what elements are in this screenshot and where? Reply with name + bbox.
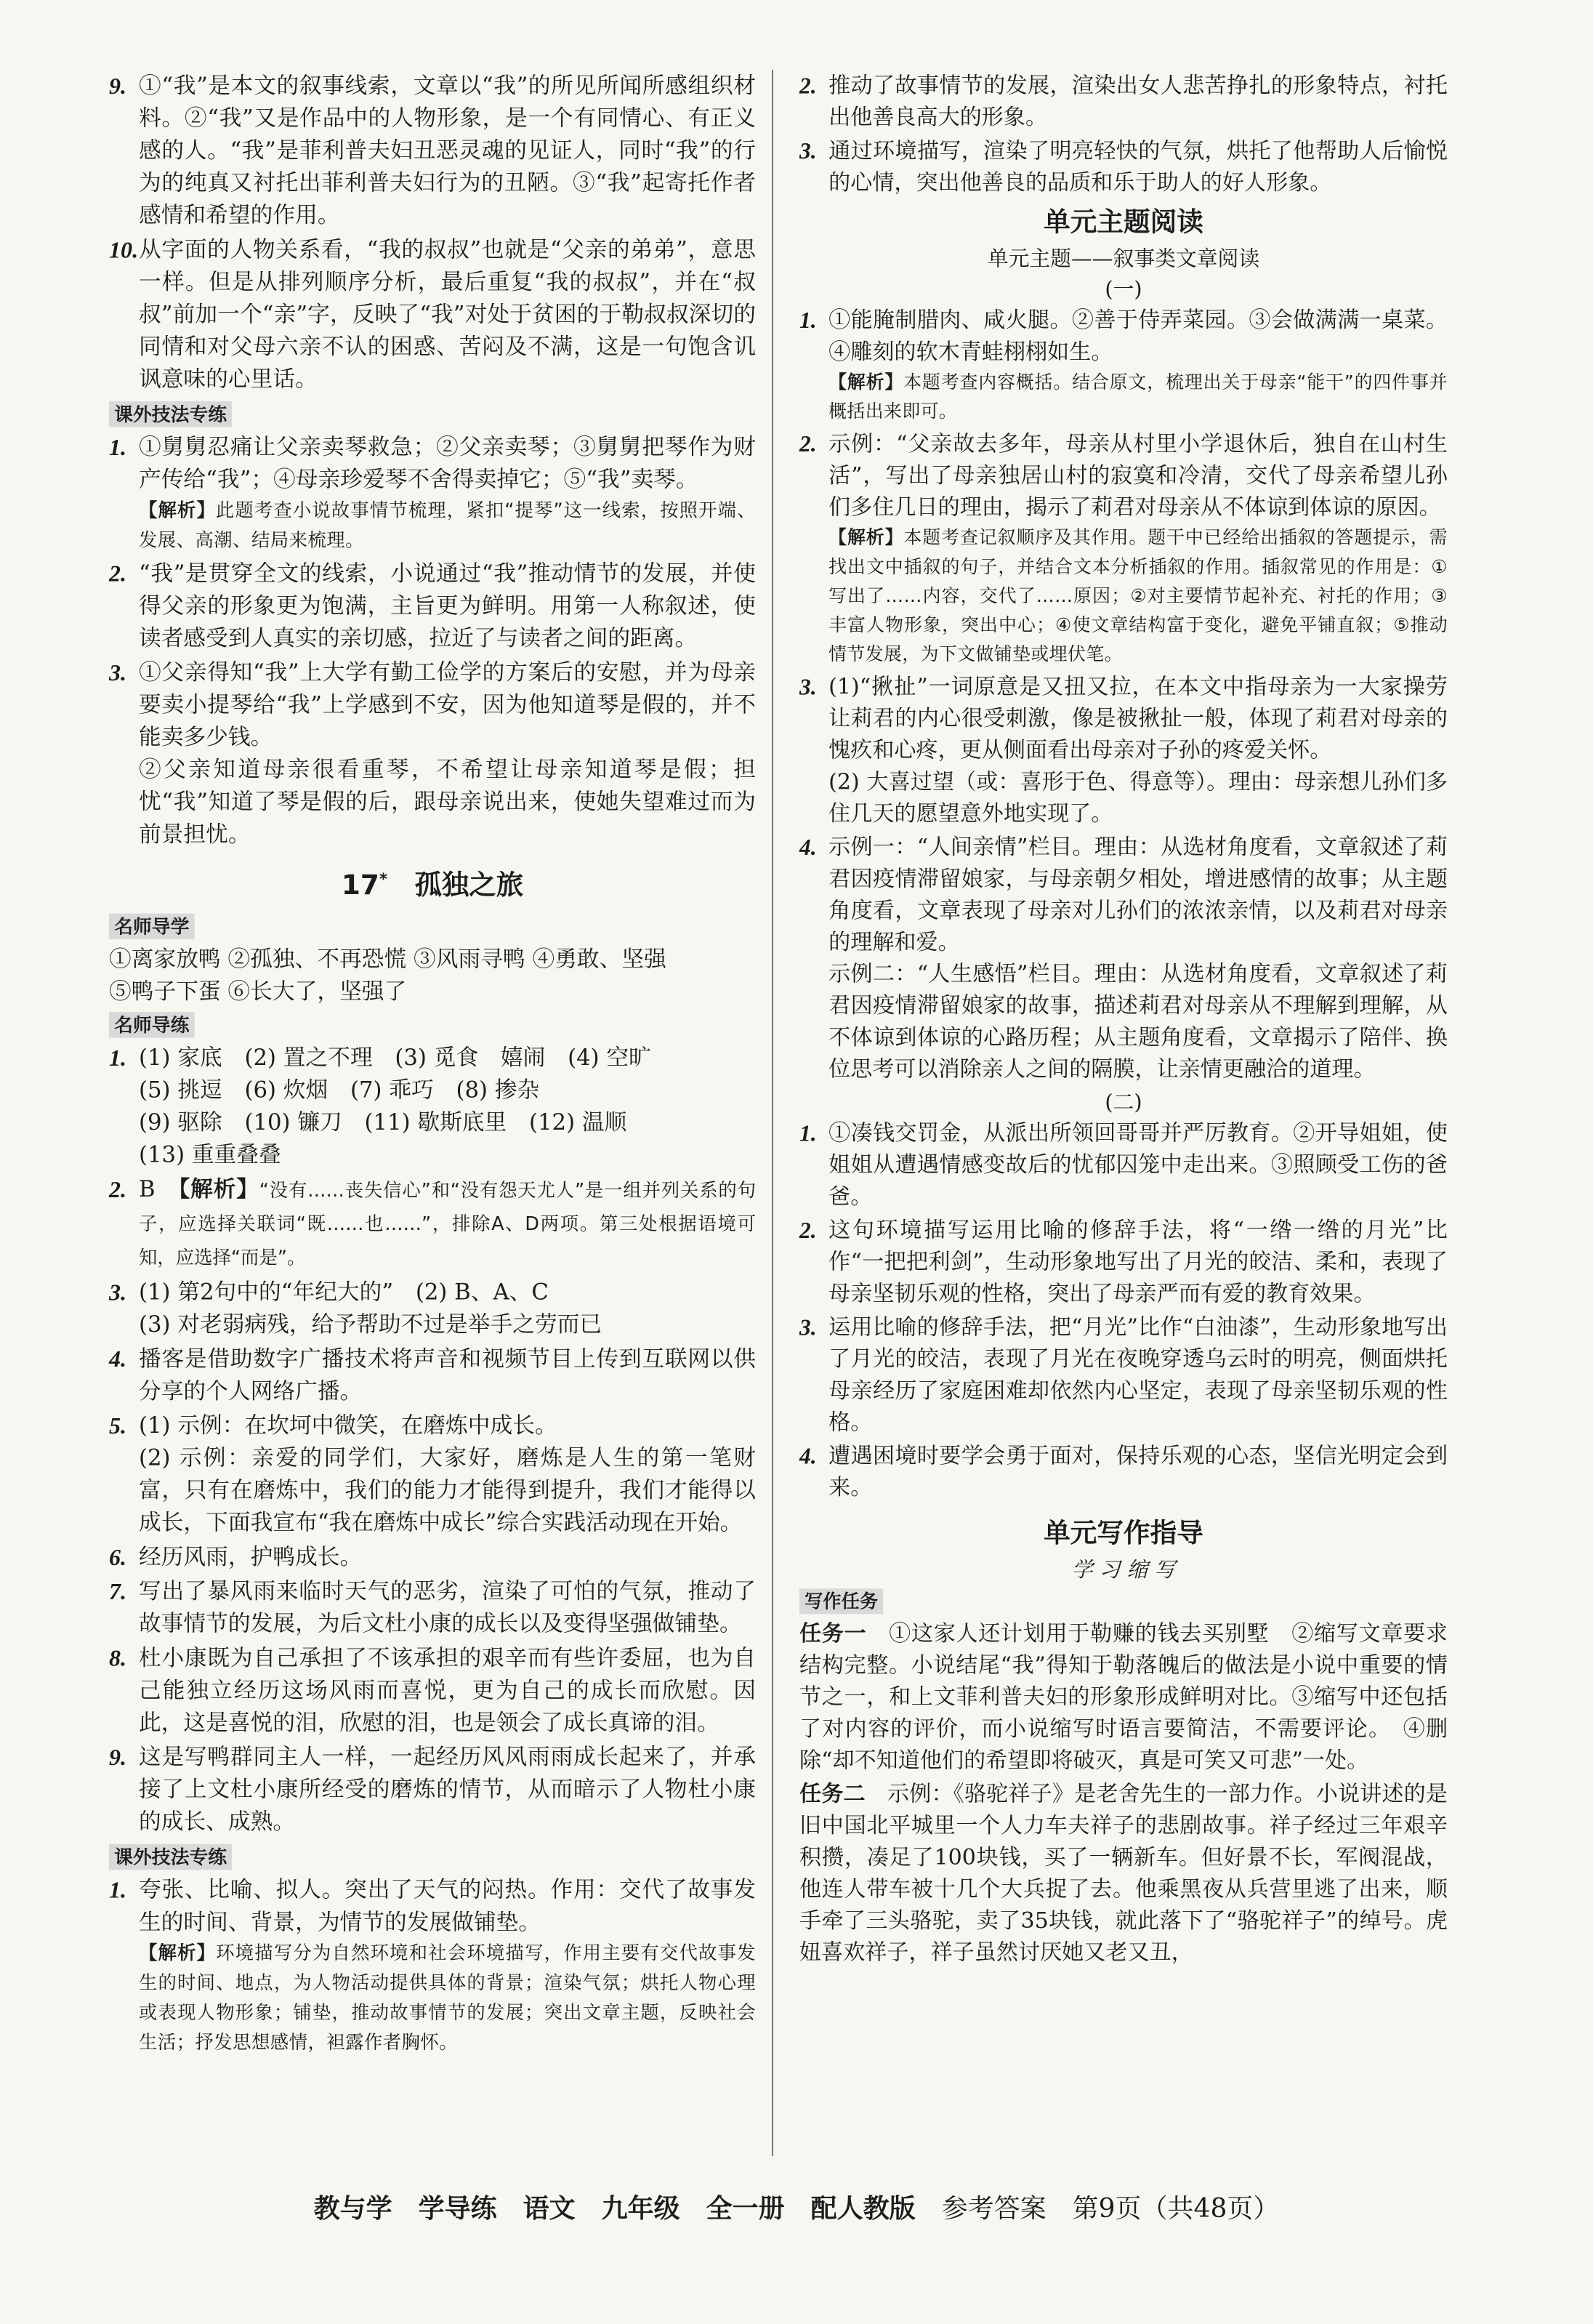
left-column (109, 70, 756, 2059)
answer-number: 1. (109, 1045, 127, 1071)
answer-line: (13) 重重叠叠 (138, 1142, 281, 1168)
answer-item (799, 671, 1448, 829)
answer-text: (1)“揪扯”一词原意是又扭又拉，在本文中指母亲为一大家操劳让莉君的内心很受刺激，像是被揪扯一般，体现了莉君对母亲的愧疚和心疼，更从侧面看出母亲对子孙的疼爱关怀。 (828, 674, 1448, 763)
answer-number: 1. (799, 1120, 817, 1146)
task-two-text: 示例：《骆驼祥子》是老舍先生的一部力作。小说讲述的是旧中国北平城里一个人力车夫祥子的悲剧故事。祥子经过三年艰辛积攒，凑足了100块钱，买了一辆新车。但好景不长，军阀混战，他连人带车被十几个大兵捉了去。他乘黑夜从兵营里逃了出来，顺手牵了三头骆驼，卖了35块钱，就此落下了“骆驼祥子”的绰号。虎妞喜欢祥子，祥子虽然讨厌她又老又丑， (799, 1781, 1448, 1966)
answer-item (109, 1642, 756, 1740)
answer-number: 4. (799, 835, 817, 860)
answer-number: 2. (799, 1218, 817, 1243)
right-column (799, 70, 1448, 1971)
analysis-note (828, 523, 1448, 670)
answer-item (799, 1215, 1448, 1310)
footer-series: 教与学 学导练 语文 九年级 全一册 配人教版 (313, 2194, 916, 2224)
page-footer (0, 2188, 1593, 2225)
part-one-heading: (一) (1105, 276, 1142, 302)
section-label-guide: 名师导学 (109, 914, 195, 940)
unit-reading-subtitle: 单元主题——叙事类文章阅读 (987, 246, 1260, 271)
answer-number: 8. (109, 1645, 127, 1671)
answer-number: 1. (799, 307, 817, 334)
answer-text: 夸张、比喻、拟人。突出了天气的闷热。作用：交代了故事发生的时间、背景，为情节的发展做铺垫。 (138, 1877, 756, 1936)
answer-item (109, 558, 756, 655)
answer-line: (5) 挑逗 (6) 炊烟 (7) 乖巧 (8) 掺杂 (138, 1077, 540, 1103)
answer-number: 9. (109, 1744, 127, 1771)
analysis-tag: 【解析】 (138, 1942, 217, 1964)
answer-text: (1) 示例：在坎坷中微笑，在磨炼中成长。 (138, 1412, 557, 1439)
analysis-text: “没有……丧失信心”和“没有怨天尤人”是一组并列关系的句子，应选择关联词“既……也……”，排除A、D两项。第三处根据语境可知，应选择“而是”。 (138, 1179, 757, 1268)
analysis-text: 环境描写分为自然环境和社会环境描写，作用主要有交代故事发生的时间、地点，为人物活动提供具体的背景；渲染气氛；烘托人物心理或表现人物形象；铺垫，推动故事情节的发展；突出文章主题，反映社会生活；抒发思想感情，袒露作者胸怀。 (138, 1942, 756, 2054)
answer-text: 从字面的人物关系看，“我的叔叔”也就是“父亲的弟弟”，意思一样。但是从排列顺序分析，最后重复“我的叔叔”，并在“叔叔”前加一个“亲”字，反映了“我”对处于贫困的于勒叔叔深切的同情和对父母六亲不认的困惑、苦闷及不满，这是一句饱含讥讽意味的心里话。 (138, 236, 756, 393)
answer-number: 2. (799, 431, 817, 457)
task-one (799, 1617, 1448, 1776)
answer-text: ①“我”是本文的叙事线索，文章以“我”的所见所闻所感组织材料。②“我”又是作品中的人物形象，是一个有同情心、有正义感的人。“我”是菲利普夫妇丑恶灵魂的见证人，同时“我”的行为的纯真又衬托出菲利普夫妇行为的丑陋。③“我”起寄托作者感情和希望的作用。 (138, 73, 756, 229)
unit-writing-title: 单元写作指导 (1044, 1516, 1203, 1548)
analysis-text: 本题考查记叙顺序及其作用。题干中已经给出插叙的答题提示，需找出文中插叙的句子，并结合文本分析插叙的作用。插叙常见的作用是：①写出了……内容，交代了……原因；②对主要情节起补充、衬托的作用；③丰富人物形象，突出中心；④使文章结构富于变化，避免平铺直叙；⑤推动情节发展，为下文做铺垫或埋伏笔。 (828, 526, 1448, 665)
answer-line: (1) 家底 (2) 置之不理 (3) 觅食 嬉闹 (4) 空旷 (138, 1045, 651, 1071)
answer-text: 经历风雨，护鸭成长。 (138, 1544, 363, 1570)
answer-item (799, 1117, 1448, 1213)
answer-text: B (138, 1176, 179, 1202)
answer-text: 示例一：“人间亲情”栏目。理由：从选材角度看，文章叙述了莉君因疫情滞留娘家，与母亲朝夕相处，增进感情的故事；从主题角度看，文章表现了母亲对儿孙们的浓浓亲情，以及莉君对母亲的理解和爱。 (828, 835, 1448, 955)
lesson-number: 17 (341, 869, 379, 901)
answer-text: ①舅舅忍痛让父亲卖琴救急；②父亲卖琴；③舅舅把琴作为财产传给“我”；④母亲珍爱琴不舍得卖掉它；⑤“我”卖琴。 (138, 434, 756, 493)
task-two-label: 任务二 (799, 1781, 866, 1807)
answer-item (799, 1311, 1448, 1438)
answer-item (799, 1440, 1448, 1503)
answer-number: 10. (109, 236, 139, 263)
answer-text: 通过环境描写，渲染了明亮轻快的气氛，烘托了他帮助人后愉悦的心情，突出他善良的品质和乐于助人的好人形象。 (828, 138, 1448, 196)
section-label-writing-task: 写作任务 (799, 1588, 883, 1614)
answer-text: 播客是借助数字广播技术将声音和视频节目上传到互联网以供分享的个人网络广播。 (138, 1346, 756, 1404)
answer-text: ①能腌制腊肉、咸火腿。②善于侍弄菜园。③会做满满一桌菜。④雕刻的软木青蛙栩栩如生。 (828, 307, 1448, 365)
answer-item (109, 233, 756, 395)
answer-number: 3. (799, 674, 817, 700)
section-label-extra-practice: 课外技法专练 (109, 401, 232, 427)
answer-item (109, 431, 756, 555)
column-divider (772, 70, 773, 2156)
answer-line: (3) 对老弱病残，给予帮助不过是举手之劳而已 (138, 1311, 602, 1338)
answer-number: 7. (109, 1578, 127, 1605)
analysis-text: 本题考查内容概括。结合原文，梳理出关于母亲“能干”的四件事并概括出来即可。 (828, 371, 1448, 422)
answer-text-continued: (2) 示例：亲爱的同学们，大家好，磨炼是人生的第一笔财富，只有在磨炼中，我们的能力才能得到提升，我们才能得以成长，下面我宣布“我在磨炼中成长”综合实践活动现在开始。 (138, 1444, 756, 1536)
answer-text: 运用比喻的修辞手法，把“月光”比作“白油漆”，生动形象地写出了月光的皎洁，表现了月光在夜晚穿透乌云时的明亮，侧面烘托母亲经历了家庭困难却依然内心坚定，表现了母亲坚韧乐观的性格。 (828, 1314, 1448, 1436)
answer-number: 2. (799, 73, 817, 99)
guide-line: ①离家放鸭 ②孤独、不再恐慌 ③风雨寻鸭 ④勇敢、坚强 (109, 946, 666, 973)
analysis-note (139, 1176, 756, 1269)
answer-text: 这句环境描写运用比喻的修辞手法，将“一绺一绺的月光”比作“一把把利剑”，生动形象地写出了月光的皎洁、柔和，表现了母亲坚韧乐观的性格，突出了母亲严而有爱的教育效果。 (828, 1218, 1448, 1307)
answer-item (109, 1541, 756, 1574)
answer-text: ①凑钱交罚金，从派出所领回哥哥并严厉教育。②开导姐姐，使姐姐从遭遇情感变故后的忧郁囚笼中走出来。③照顾受工伤的爸爸。 (828, 1120, 1448, 1210)
analysis-text: 此题考查小说故事情节梳理，紧扣“提琴”这一线索，按照开端、发展、高潮、结局来梳理。 (138, 499, 756, 551)
answer-text: 推动了故事情节的发展，渲染出女人悲苦挣扎的形象特点，衬托出他善良高大的形象。 (828, 73, 1448, 130)
lesson-mark: * (379, 869, 388, 888)
answer-text: ①父亲得知“我”上大学有勤工俭学的方案后的安慰，并为母亲要卖小提琴给“我”上学感到不安，因为他知道琴是假的，并不能卖多少钱。 (138, 659, 756, 751)
answer-number: 5. (109, 1412, 127, 1439)
answer-number: 1. (109, 434, 127, 461)
task-one-label: 任务一 (799, 1620, 867, 1646)
answer-item (109, 1173, 756, 1274)
analysis-note (139, 1939, 756, 2058)
analysis-tag: 【解析】 (178, 1176, 259, 1202)
answer-item (109, 1343, 756, 1407)
answer-line: (9) 驱除 (10) 镰刀 (11) 歇斯底里 (12) 温顺 (138, 1109, 627, 1136)
answer-text: 这是写鸭群同主人一样，一起经历风风雨雨成长起来了，并承接了上文杜小康所经受的磨炼的情节，从而暗示了人物杜小康的成长、成熟。 (138, 1744, 756, 1836)
analysis-tag: 【解析】 (828, 371, 904, 393)
answer-item (799, 428, 1448, 670)
answer-text-continued: 示例二：“人生感悟”栏目。理由：从选材角度看，文章叙述了莉君因疫情滞留娘家的故事，描述莉君对母亲从不理解到理解，从不体谅到体谅的心路历程；从主题角度看，文章揭示了陪伴、换位思考可以消除亲人之间的隔膜，让亲情更融洽的道理。 (828, 961, 1448, 1082)
analysis-note (828, 368, 1448, 426)
answer-number: 2. (109, 1176, 127, 1202)
section-label-practice: 名师导练 (109, 1012, 195, 1038)
answer-text-continued: (2) 大喜过望（或：喜形于色、得意等）。理由：母亲想儿孙们多住几天的愿望意外地实现了。 (828, 769, 1448, 827)
answer-number: 3. (799, 138, 817, 164)
answer-text: “我”是贯穿全文的线索，小说通过“我”推动情节的发展，并使得父亲的形象更为饱满，主旨更为鲜明。用第一人称叙述，使读者感受到人真实的亲切感，拉近了与读者之间的距离。 (138, 560, 756, 651)
answer-number: 3. (799, 1314, 817, 1340)
unit-reading-title: 单元主题阅读 (1044, 206, 1203, 238)
answer-item (799, 305, 1448, 426)
answer-number: 3. (109, 659, 127, 686)
answer-item (109, 1575, 756, 1640)
answer-item (799, 832, 1448, 1085)
answer-item (799, 135, 1448, 198)
footer-answer-page: 参考答案 第9页（共48页） (941, 2194, 1280, 2224)
answer-text: 遭遇困境时要学会勇于面对，保持乐观的心态，坚信光明定会到来。 (828, 1443, 1448, 1501)
answer-item (109, 1410, 756, 1539)
unit-writing-subtitle: 学 习 缩 写 (1071, 1556, 1176, 1582)
answer-item (109, 1874, 756, 2058)
answer-item (109, 70, 756, 232)
part-two-heading: (二) (1105, 1089, 1142, 1114)
answer-item (799, 70, 1448, 133)
task-one-text: ①这家人还计划用于勒赚的钱去买别墅 ②缩写文章要求结构完整。小说结尾“我”得知于勒落魄后的做法是小说中重要的情节之一，和上文菲利普夫妇的形象形成鲜明对比。③缩写中还包括了对内容的评价，而小说缩写时语言要简洁，不需要评论。 ④删除“却不知道他们的希望即将破灭，真是可笑又可悲”一处。 (799, 1620, 1448, 1774)
answer-number: 4. (799, 1443, 817, 1469)
guide-line: ⑤鸭子下蛋 ⑥长大了，坚强了 (109, 978, 407, 1005)
answer-number: 3. (109, 1279, 127, 1306)
answer-number: 4. (109, 1346, 127, 1372)
analysis-note (139, 496, 756, 555)
answer-item (109, 656, 756, 851)
answer-item (109, 1276, 756, 1340)
answer-item (109, 1741, 756, 1838)
answer-text: 示例：“父亲故去多年，母亲从村里小学退休后，独自在山村生活”，写出了母亲独居山村的寂寞和冷清，交代了母亲希望儿孙们多住几日的理由，揭示了莉君对母亲从不体谅到体谅的原因。 (828, 431, 1448, 520)
answer-number: 2. (109, 560, 127, 587)
lesson-title (109, 856, 756, 908)
answer-number: 6. (109, 1544, 127, 1570)
task-two (799, 1778, 1448, 1969)
lesson-name: 孤独之旅 (414, 869, 524, 901)
analysis-tag: 【解析】 (138, 499, 216, 521)
answer-number: 9. (109, 73, 127, 100)
answer-item (109, 1042, 756, 1171)
answer-text: 写出了暴风雨来临时天气的恶劣，渲染了可怕的气氛，推动了故事情节的发展，为后文杜小康的成长以及变得坚强做铺垫。 (138, 1578, 756, 1637)
answer-text: 杜小康既为自己承担了不该承担的艰辛而有些许委屈，也为自己能独立经历这场风雨而喜悦，更为自己的成长而欣慰。因此，这是喜悦的泪，欣慰的泪，也是领会了成长真谛的泪。 (138, 1645, 756, 1736)
answer-text-continued: ②父亲知道母亲很看重琴，不希望让母亲知道琴是假；担忧“我”知道了琴是假的后，跟母亲说出来，使她失望难过而为前景担忧。 (138, 757, 756, 848)
answer-number: 1. (109, 1877, 127, 1903)
analysis-tag: 【解析】 (828, 526, 904, 548)
answer-line: (1) 第2句中的“年纪大的” (2) B、A、C (138, 1279, 549, 1306)
section-label-extra-practice-2: 课外技法专练 (109, 1844, 232, 1870)
